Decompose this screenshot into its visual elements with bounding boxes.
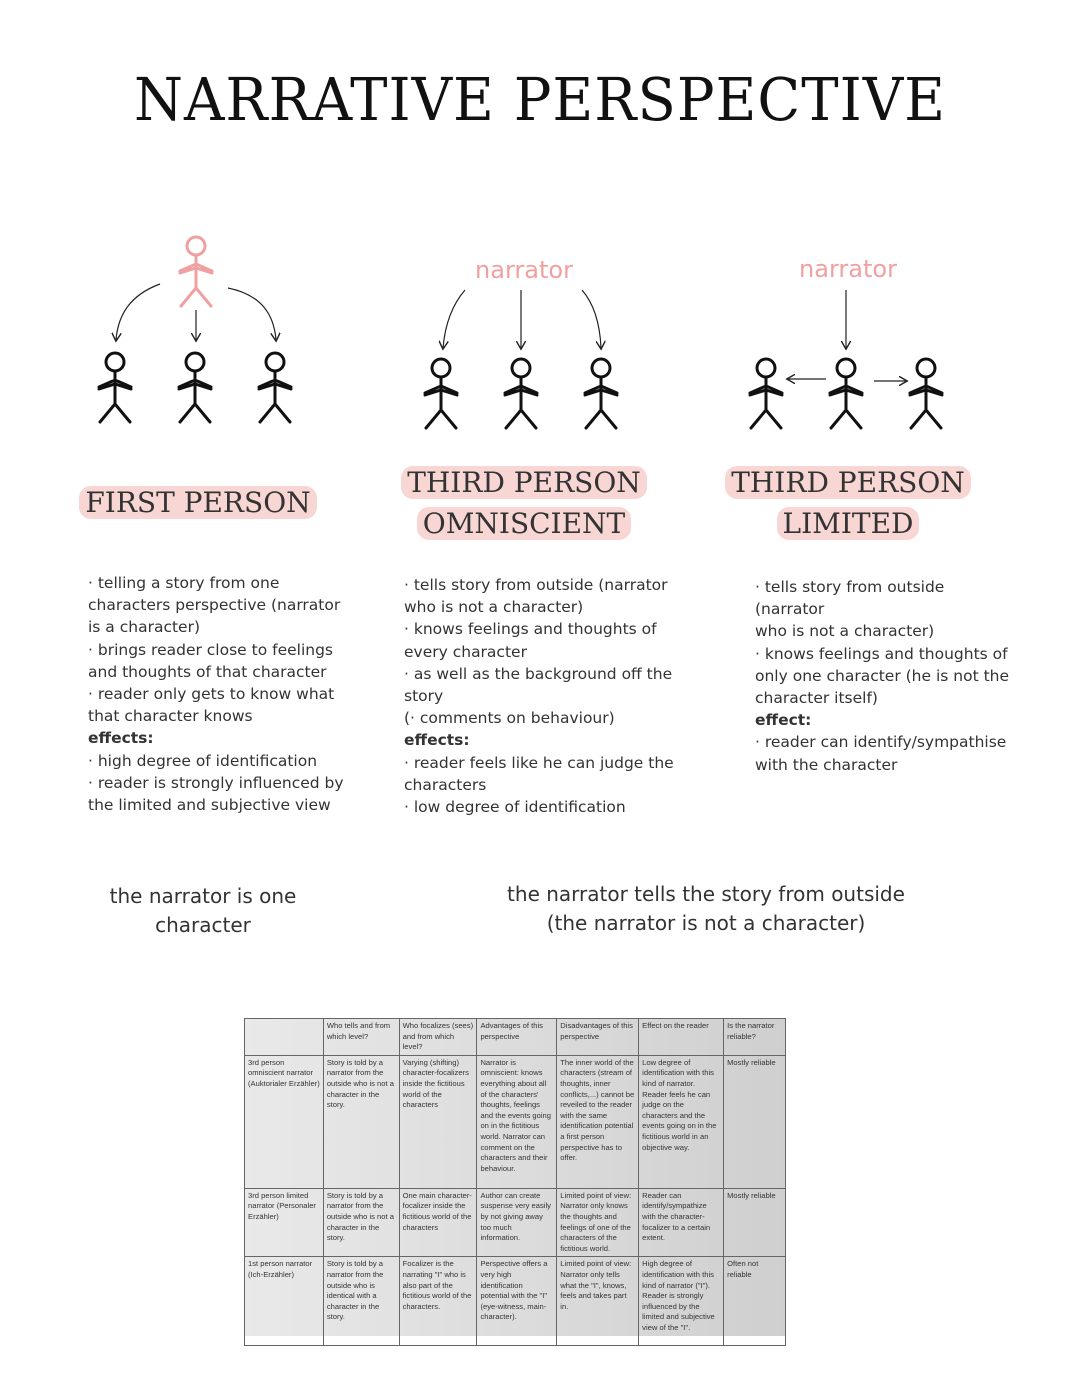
table-cell: Narrator is omniscient: knows everything about all of the characters' thoughts, feelings and the events going on in the fictitious world. Narrator can comment on the characters and their behaviour.	[477, 1055, 557, 1188]
arrows-first	[116, 284, 276, 340]
effects-label: effect:	[755, 711, 812, 730]
table-cell: Story is told by a narrator from the outside who is identical with a character in the story.	[323, 1257, 399, 1346]
note-line: with the character	[755, 755, 898, 774]
notes-first-person	[88, 572, 348, 816]
note-line: · reader is strongly influenced by	[88, 773, 344, 792]
note-line: (· comments on behaviour)	[404, 709, 615, 728]
note-line: · reader can identify/sympathise	[755, 733, 1007, 752]
character-figures-first	[99, 353, 291, 422]
note-line: the limited and subjective view	[88, 796, 331, 815]
heading-first-person	[48, 482, 348, 523]
note-line: · knows feelings and thoughts of	[404, 620, 657, 639]
heading-line: THIRD PERSON	[401, 466, 647, 499]
effects-label: effects:	[88, 729, 154, 748]
caption-first-person	[53, 882, 353, 940]
note-line: only one character (he is not the	[755, 666, 1010, 685]
notes-third-omniscient	[404, 574, 684, 818]
heading-line: LIMITED	[777, 507, 920, 540]
table-cell: Story is told by a narrator from the outside who is not a character in the story.	[323, 1188, 399, 1257]
caption-line: the narrator tells the story from outside	[507, 882, 905, 906]
heading-third-limited	[698, 462, 998, 544]
note-line: characters	[404, 775, 487, 794]
note-line: and thoughts of that character	[88, 662, 327, 681]
notes-third-limited	[755, 576, 1015, 776]
perspective-diagrams	[0, 0, 1080, 460]
table-cell: Mostly reliable	[724, 1055, 786, 1188]
note-line: character itself)	[755, 689, 878, 708]
note-line: who is not a character)	[755, 622, 935, 641]
table-header-cell: Who tells and from which level?	[323, 1019, 399, 1056]
table-cell: Mostly reliable	[724, 1188, 786, 1257]
table-cell: Story is told by a narrator from the outside who is not a character in the story.	[323, 1055, 399, 1188]
note-line: that character knows	[88, 707, 253, 726]
table-header-cell: Effect on the reader	[639, 1019, 724, 1056]
table-cell: Reader can identify/sympathize with the character-focalizer to a certain extent.	[639, 1188, 724, 1257]
note-line: characters perspective (narrator	[88, 596, 341, 615]
note-line: · tells story from outside (narrator	[755, 578, 945, 619]
narrator-label-limited: narrator	[799, 255, 897, 283]
effects-label: effects:	[404, 731, 470, 750]
note-line: who is not a character)	[404, 598, 584, 617]
table-cell: 3rd person limited narrator (Personaler Erzähler)	[245, 1188, 324, 1257]
caption-line: (the narrator is not a character)	[546, 911, 866, 935]
note-line: · reader only gets to know what	[88, 685, 335, 704]
narrator-figure-pink	[180, 237, 212, 306]
page-title: NARRATIVE PERSPECTIVE	[133, 66, 947, 135]
table-cell: Varying (shifting) character-focalizers inside the fictitious world of the characters	[399, 1055, 477, 1188]
heading-third-omniscient	[374, 462, 674, 544]
table-cell: Low degree of identification with this kind of narrator. Reader feels he can judge on the characters and the events going on in the fictitious world in an objective way.	[639, 1055, 724, 1188]
table-cell: 3rd person omniscient narrator (Auktorialer Erzähler)	[245, 1055, 324, 1188]
note-line: · low degree of identification	[404, 798, 626, 817]
table-row	[245, 1055, 786, 1188]
note-line: is a character)	[88, 618, 201, 637]
note-line: every character	[404, 642, 527, 661]
table-cell: Limited point of view: Narrator only knows the thoughts and feelings of one of the characters of the fictitious world.	[557, 1188, 639, 1257]
heading-line: OMNISCIENT	[417, 507, 631, 540]
comparison-table	[244, 1018, 786, 1336]
arrows-limited	[788, 290, 906, 381]
note-line: · reader feels like he can judge the	[404, 753, 674, 772]
note-line: · high degree of identification	[88, 751, 318, 770]
table-header-cell: Who focalizes (sees) and from which level?	[399, 1019, 477, 1056]
table-cell: Focalizer is the narrating "I" who is also part of the fictitious world of the characters.	[399, 1257, 477, 1346]
note-line: · tells story from outside (narrator	[404, 576, 668, 594]
table-cell: 1st person narrator (Ich-Erzähler)	[245, 1257, 324, 1346]
caption-third-person	[456, 880, 956, 938]
note-line: · knows feelings and thoughts of	[755, 644, 1008, 663]
note-line: · brings reader close to feelings	[88, 640, 333, 659]
note-line: · as well as the background off the	[404, 664, 673, 683]
table-cell: Often not reliable	[724, 1257, 786, 1346]
table-row	[245, 1188, 786, 1257]
caption-line: the narrator is one	[109, 884, 297, 908]
table-cell: One main character-focalizer inside the fictitious world of the characters	[399, 1188, 477, 1257]
heading-line: THIRD PERSON	[725, 466, 971, 499]
table-header-cell: Disadvantages of this perspective	[557, 1019, 639, 1056]
table-cell: The inner world of the characters (stream of thoughts, inner conflicts,...) cannot be reveiled to the reader with the same identification potential a first person perspective has to offer.	[557, 1055, 639, 1188]
table-header-cell: Is the narrator reliable?	[724, 1019, 786, 1056]
caption-line: character	[155, 913, 251, 937]
narrator-label-omniscient: narrator	[475, 256, 573, 284]
heading-line: FIRST PERSON	[79, 486, 316, 519]
note-line: story	[404, 687, 444, 706]
table-header-cell	[245, 1019, 324, 1056]
table-cell: Perspective offers a very high identification potential with the "I" (eye-witness, main-character).	[477, 1257, 557, 1346]
table-cell: High degree of identification with this kind of narrator ("I"). Reader is strongly influenced by the limited and subjective view of the "I".	[639, 1257, 724, 1346]
arrows-omniscient	[443, 290, 601, 348]
table-cell: Author can create suspense very easily by not giving away too much information.	[477, 1188, 557, 1257]
table-header-cell: Advantages of this perspective	[477, 1019, 557, 1056]
table-row	[245, 1257, 786, 1346]
note-line: · telling a story from one	[88, 574, 280, 592]
table-cell: Limited point of view: Narrator only tells what the "I", knows, feels and takes part in.	[557, 1257, 639, 1346]
